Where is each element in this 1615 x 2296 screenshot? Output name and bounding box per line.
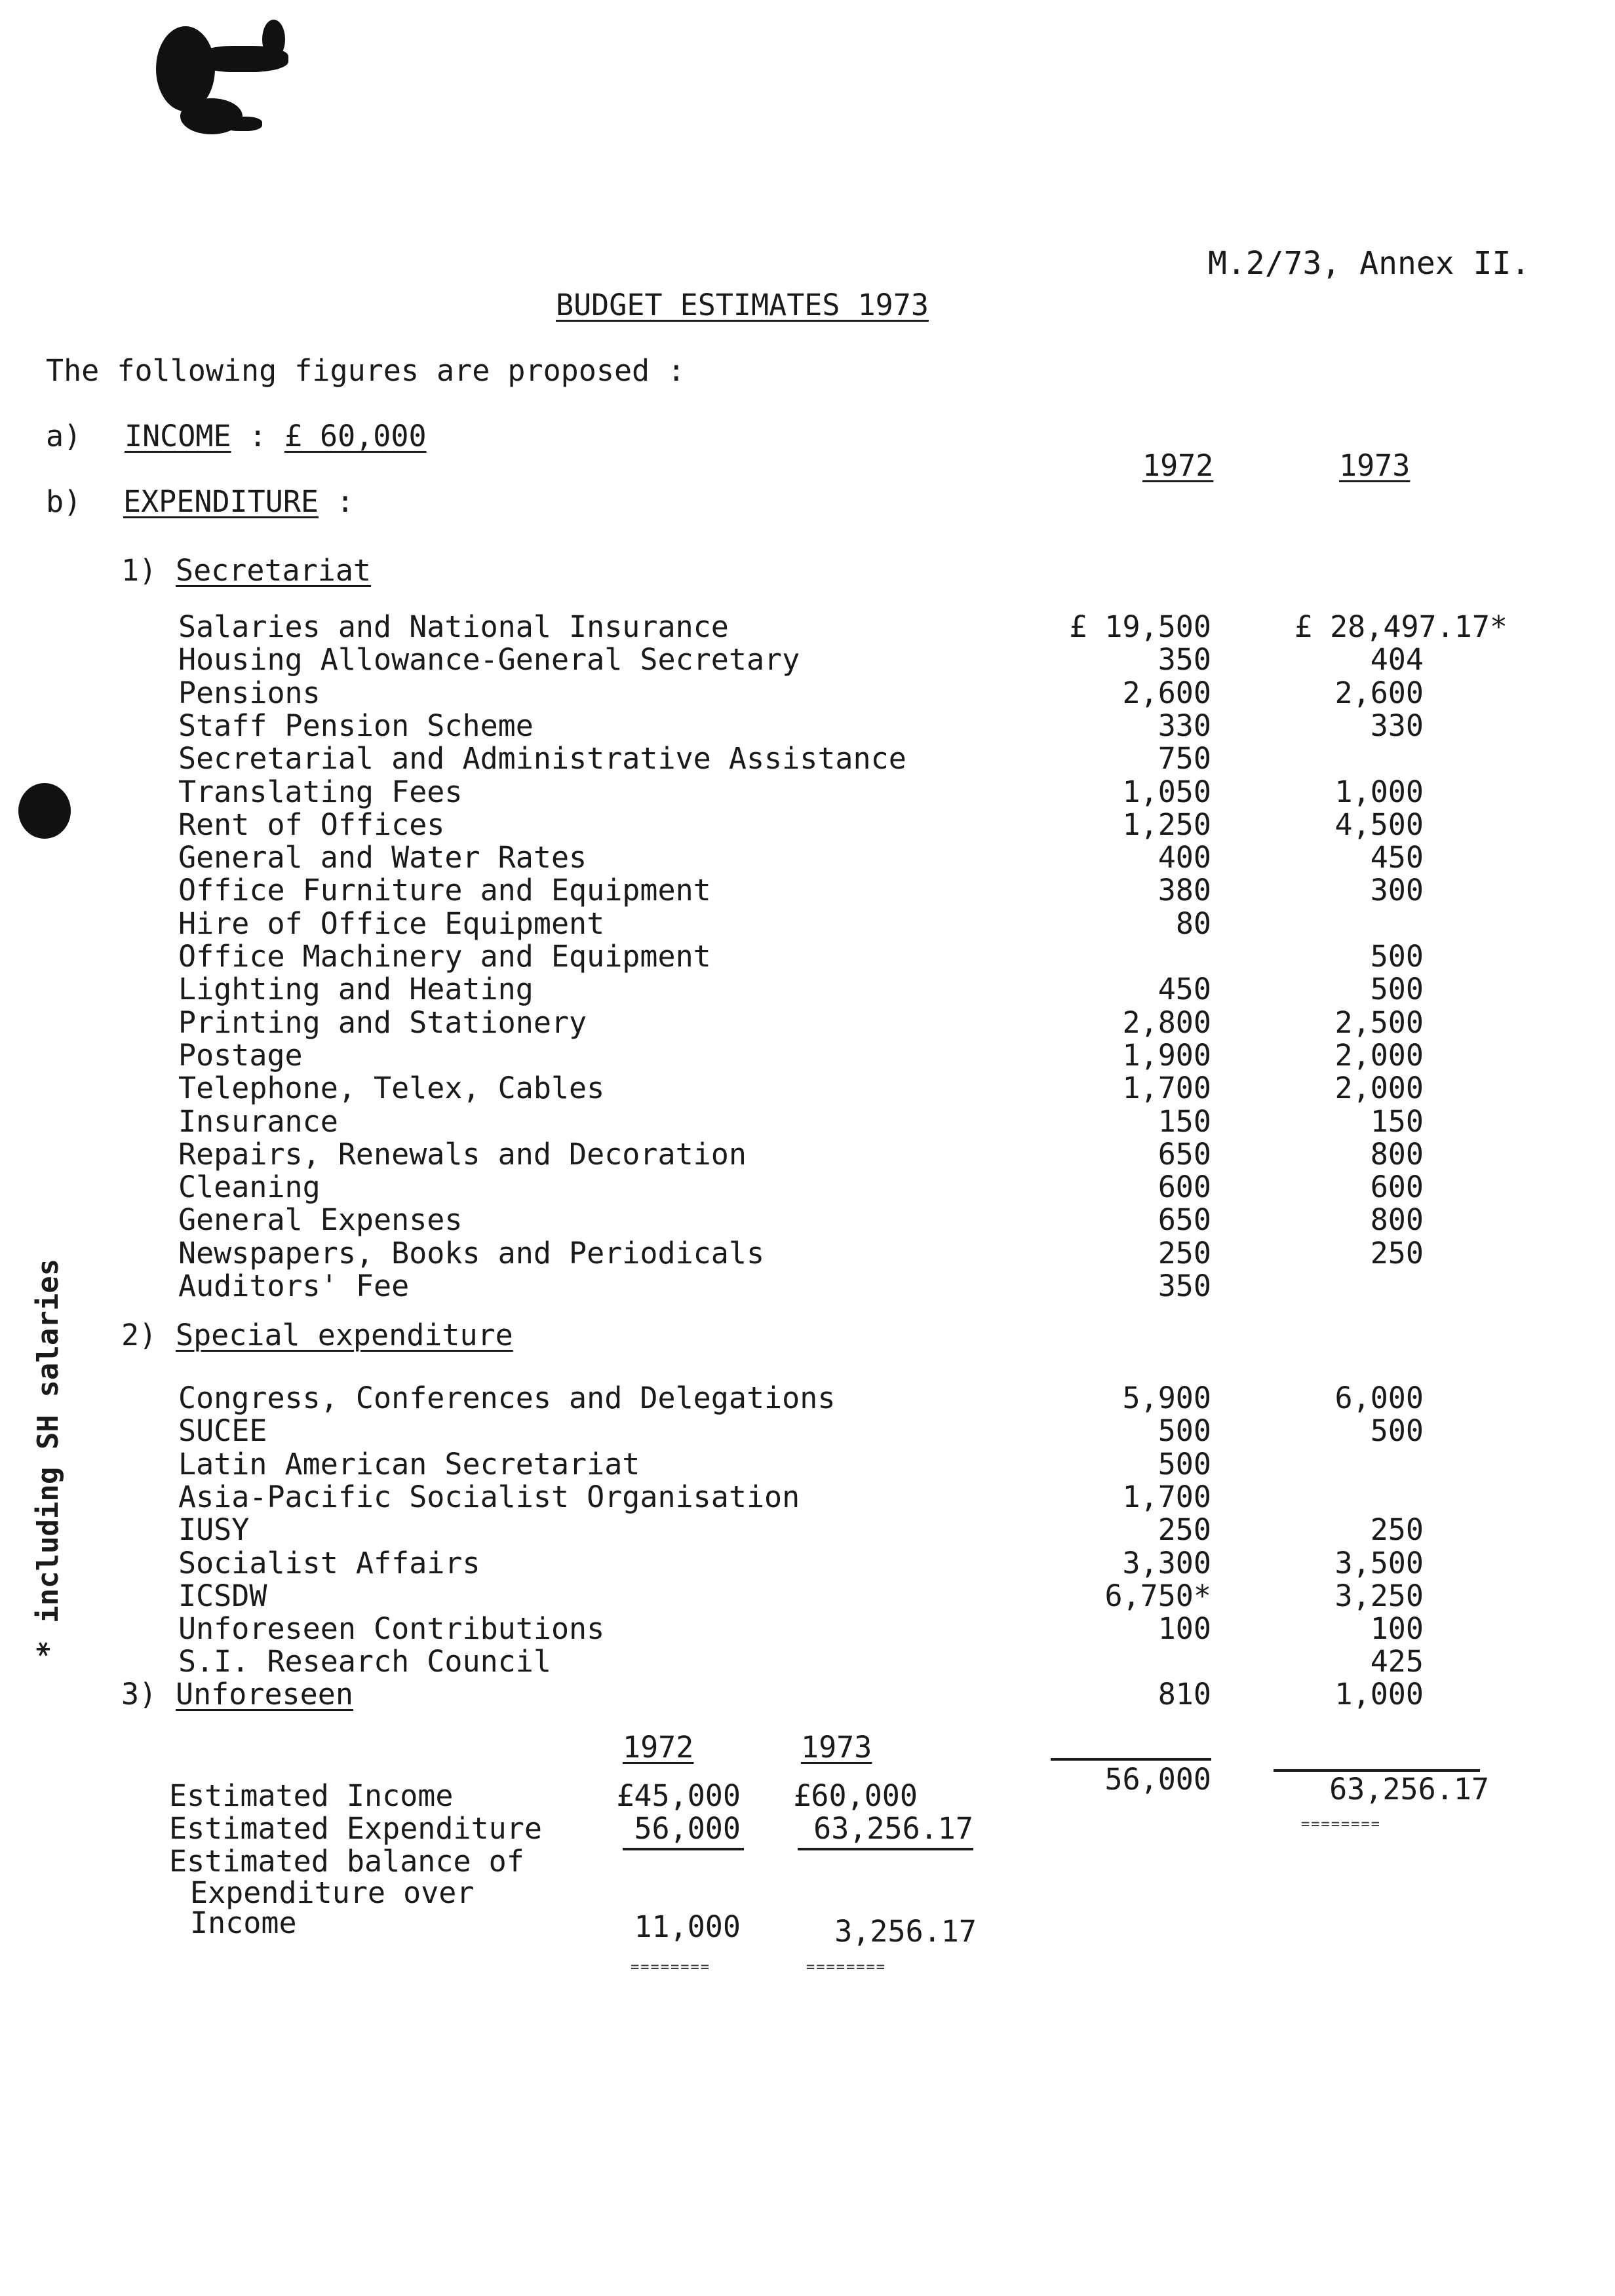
line-item-label: IUSY [178, 1512, 250, 1548]
ink-blot [262, 20, 285, 59]
income-marker: a) [46, 419, 82, 453]
line-item-amount-1972: 1,700 [1122, 1479, 1211, 1514]
section-number: 1) [121, 553, 157, 588]
line-item-amount-1972: 650 [1158, 1202, 1211, 1238]
line-item-label: Asia-Pacific Socialist Organisation [178, 1479, 800, 1514]
summary-expenditure-1973: 63,256.17 [813, 1811, 973, 1846]
line-item-label: Congress, Conferences and Delegations [178, 1381, 836, 1415]
line-item-amount-1973: 250 [1370, 1235, 1424, 1271]
section-amount-1973: 1,000 [1334, 1677, 1424, 1712]
summary-year-1973: 1973 [801, 1730, 872, 1765]
line-item-amount-1973: 404 [1370, 642, 1424, 678]
line-item-amount-1972: 1,250 [1122, 807, 1211, 842]
line-item-amount-1973: 100 [1370, 1611, 1424, 1647]
line-item-amount-1972: 350 [1158, 642, 1211, 678]
line-item-amount-1973: 2,000 [1334, 1071, 1424, 1106]
line-item-amount-1972: 450 [1158, 972, 1211, 1007]
line-item-amount-1972: 6,750* [1104, 1578, 1211, 1613]
line-item-amount-1972: 380 [1158, 873, 1211, 908]
line-item-label: Staff Pension Scheme [178, 708, 534, 743]
hole-punch-mark [18, 783, 71, 839]
line-item-amount-1972: 80 [1175, 906, 1211, 941]
income-line [125, 421, 427, 451]
section-title: Unforeseen [176, 1677, 353, 1712]
summary-rule-1972 [623, 1848, 744, 1850]
line-item-amount-1973: 4,500 [1334, 807, 1424, 842]
summary-balance-label-2: Expenditure over [190, 1875, 475, 1910]
line-item-amount-1973: 500 [1370, 939, 1424, 974]
year-header-1973: 1973 [1339, 448, 1411, 483]
line-item-label: General and Water Rates [178, 840, 587, 875]
section-title: Special expenditure [176, 1318, 513, 1352]
summary-balance-1973: 3,256.17 [834, 1914, 977, 1949]
line-item-label: Repairs, Renewals and Decoration [178, 1136, 747, 1172]
section-title: Secretariat [176, 553, 372, 588]
line-item-amount-1973: 1,000 [1334, 774, 1424, 809]
line-item-amount-1972: 250 [1158, 1235, 1211, 1271]
total-1972: 56,000 [1104, 1762, 1211, 1797]
line-item-amount-1973: 6,000 [1334, 1381, 1424, 1415]
line-item-amount-1972: 5,900 [1122, 1381, 1211, 1415]
line-item-label: Insurance [178, 1103, 338, 1139]
line-item-label: Newspapers, Books and Periodicals [178, 1235, 765, 1271]
summary-balance-1972: 11,000 [634, 1909, 741, 1944]
summary-income-1973: £60,000 [793, 1778, 918, 1813]
line-item-amount-1973: 330 [1370, 708, 1424, 743]
line-item-amount-1972: 1,700 [1122, 1071, 1211, 1106]
line-item-amount-1973: 425 [1370, 1644, 1424, 1679]
line-item-label: SUCEE [178, 1413, 267, 1449]
line-item-amount-1973: £ 28,497.17* [1294, 609, 1508, 644]
line-item-amount-1973: 3,500 [1334, 1545, 1424, 1580]
section-amount-1972: 810 [1158, 1677, 1211, 1712]
expenditure-label: EXPENDITURE [123, 484, 319, 519]
summary-balance-1973-double-underline: ======== [806, 1959, 886, 1976]
line-item-label: Office Furniture and Equipment [178, 873, 711, 908]
line-item-label: Office Machinery and Equipment [178, 939, 711, 974]
expenditure-line [123, 484, 355, 519]
line-item-amount-1972: 250 [1158, 1512, 1211, 1548]
line-item-amount-1973: 500 [1370, 972, 1424, 1007]
total-rule-1972 [1051, 1758, 1211, 1761]
line-item-label: Socialist Affairs [178, 1545, 480, 1580]
line-item-amount-1972: 2,600 [1122, 675, 1211, 710]
line-item-amount-1973: 2,500 [1334, 1004, 1424, 1040]
line-item-label: Unforeseen Contributions [178, 1611, 605, 1647]
line-item-amount-1973: 150 [1370, 1103, 1424, 1139]
section-number: 2) [121, 1318, 157, 1352]
line-item-amount-1972: 1,900 [1122, 1037, 1211, 1073]
summary-expenditure-1972: 56,000 [634, 1811, 741, 1846]
income-separator: : [231, 419, 284, 453]
intro-text: The following figures are proposed : [46, 353, 686, 388]
line-item-label: Latin American Secretariat [178, 1446, 640, 1482]
line-item-label: Rent of Offices [178, 807, 445, 842]
line-item-amount-1972: 100 [1158, 1611, 1211, 1647]
line-item-label: Housing Allowance-General Secretary [178, 642, 800, 678]
summary-balance-1972-double-underline: ======== [631, 1959, 710, 1976]
line-item-amount-1972: 3,300 [1122, 1545, 1211, 1580]
line-item-amount-1972: 350 [1158, 1269, 1211, 1303]
line-item-amount-1973: 600 [1370, 1170, 1424, 1205]
line-item-label: ICSDW [178, 1578, 267, 1613]
income-amount: £ 60,000 [284, 419, 427, 453]
line-item-label: Salaries and National Insurance [178, 609, 729, 644]
summary-income-label: Estimated Income [169, 1778, 454, 1813]
summary-balance-label-1: Estimated balance of [169, 1844, 524, 1879]
line-item-amount-1972: 330 [1158, 708, 1211, 743]
line-item-label: Hire of Office Equipment [178, 906, 605, 941]
summary-rule-1973 [798, 1848, 973, 1850]
line-item-amount-1972: 150 [1158, 1103, 1211, 1139]
income-label: INCOME [125, 419, 231, 453]
year-header-1972: 1972 [1142, 448, 1214, 483]
line-item-amount-1973: 800 [1370, 1202, 1424, 1238]
line-item-amount-1973: 2,000 [1334, 1037, 1424, 1073]
expenditure-suffix: : [319, 484, 355, 519]
line-item-label: Translating Fees [178, 774, 463, 809]
line-item-amount-1972: 400 [1158, 840, 1211, 875]
line-item-amount-1973: 2,600 [1334, 675, 1424, 710]
line-item-label: Telephone, Telex, Cables [178, 1071, 605, 1106]
line-item-amount-1972: 750 [1158, 741, 1211, 776]
line-item-amount-1972: 500 [1158, 1413, 1211, 1449]
line-item-label: Printing and Stationery [178, 1004, 587, 1040]
line-item-amount-1973: 500 [1370, 1413, 1424, 1449]
line-item-amount-1972: 1,050 [1122, 774, 1211, 809]
section-number: 3) [121, 1677, 157, 1712]
line-item-amount-1973: 800 [1370, 1136, 1424, 1172]
line-item-amount-1973: 450 [1370, 840, 1424, 875]
line-item-amount-1972: 2,800 [1122, 1004, 1211, 1040]
summary-income-1972: £45,000 [616, 1778, 741, 1813]
line-item-label: Secretarial and Administrative Assistance [178, 741, 906, 776]
side-note-salaries: * including SH salaries [31, 1258, 65, 1658]
total-1973-double-underline: ======== [1301, 1816, 1381, 1833]
line-item-label: Lighting and Heating [178, 972, 534, 1007]
line-item-label: Postage [178, 1037, 303, 1073]
total-1973: 63,256.17 [1329, 1772, 1489, 1807]
expenditure-marker: b) [46, 484, 82, 519]
ink-blot [223, 117, 262, 131]
summary-expenditure-label: Estimated Expenditure [169, 1811, 542, 1846]
summary-year-1972: 1972 [623, 1730, 694, 1765]
line-item-amount-1973: 300 [1370, 873, 1424, 908]
document-title: BUDGET ESTIMATES 1973 [556, 288, 929, 322]
line-item-label: Auditors' Fee [178, 1269, 410, 1303]
line-item-amount-1972: 650 [1158, 1136, 1211, 1172]
line-item-label: S.I. Research Council [178, 1644, 551, 1679]
document-reference: M.2/73, Annex II. [1208, 245, 1530, 282]
line-item-amount-1972: 600 [1158, 1170, 1211, 1205]
line-item-label: Cleaning [178, 1170, 321, 1205]
line-item-amount-1972: £ 19,500 [1069, 609, 1211, 644]
line-item-amount-1973: 250 [1370, 1512, 1424, 1548]
line-item-label: Pensions [178, 675, 321, 710]
line-item-amount-1973: 3,250 [1334, 1578, 1424, 1613]
summary-balance-label-3: Income [190, 1905, 297, 1940]
line-item-amount-1972: 500 [1158, 1446, 1211, 1482]
line-item-label: General Expenses [178, 1202, 463, 1238]
